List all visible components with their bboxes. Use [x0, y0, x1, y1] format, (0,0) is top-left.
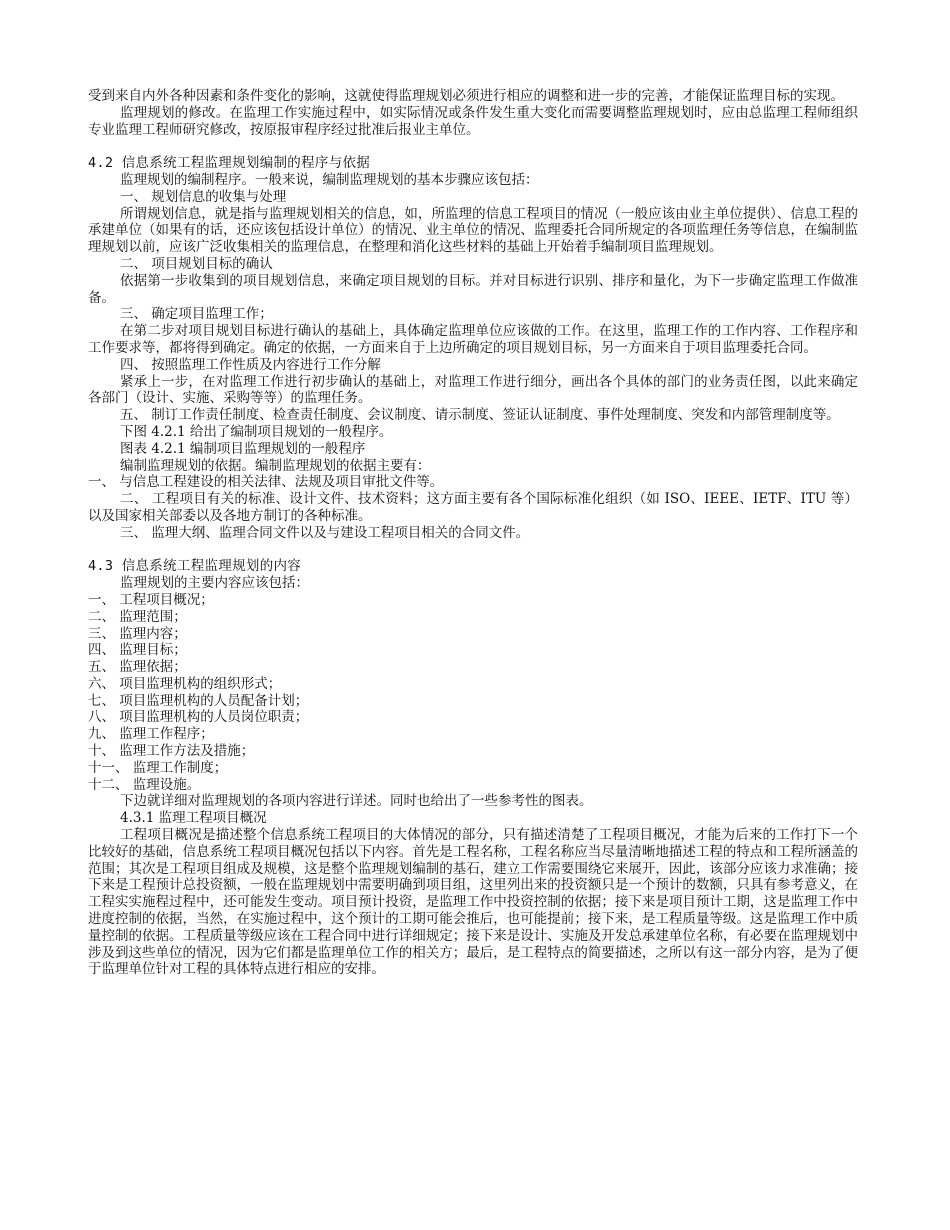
list-item: 九、 监理工作程序；: [88, 726, 214, 743]
section-heading-4-2: 4.2 信息系统工程监理规划编制的程序与依据: [88, 155, 371, 172]
list-item: 六、 项目监理机构的组织形式；: [88, 675, 282, 692]
paragraph: 五、 制订工作责任制度、检查责任制度、会议制度、请示制度、签证认证制度、事件处理制度、突发和内部管理制度等。: [120, 407, 840, 424]
list-item: 七、 项目监理机构的人员配备计划；: [88, 692, 309, 709]
paragraph: 在第二步对项目规划目标进行确认的基础上，具体确定监理单位应该做的工作。在这里，监理工作的工作内容、工作程序和工作要求等，都将得到确定。确定的依据，一方面来自于上边所确定的项目规划目标，另一方面来自于项目监理委托合同。: [88, 323, 858, 356]
list-item: 十一、 监理工作制度；: [88, 759, 228, 776]
figure-caption: 图表 4.2.1 编制项目监理规划的一般程序: [120, 440, 366, 457]
step-title: 一、 规划信息的收集与处理: [120, 188, 287, 205]
paragraph: 监理规划的主要内容应该包括：: [120, 575, 309, 592]
list-item: 三、 监理内容；: [88, 625, 187, 642]
figure-reference: 下图 4.2.1 给出了编制项目规划的一般程序。: [120, 423, 393, 440]
list-item: 五、 监理依据；: [88, 659, 187, 676]
paragraph: 依据第一步收集到的项目规划信息，来确定项目规划的目标。并对目标进行识别、排序和量化，为下一步确定监理工作做准备。: [88, 272, 858, 306]
step-title: 三、 确定项目监理工作；: [120, 306, 273, 323]
paragraph: 紧承上一步，在对监理工作进行初步确认的基础上，对监理工作进行细分，画出各个具体的部门的业务责任图，以此来确定各部门（设计、实施、采购等等）的监理任务。: [88, 373, 858, 407]
paragraph: 下边就详细对监理规划的各项内容进行详述。同时也给出了一些参考性的图表。: [120, 793, 593, 810]
list-item: 三、 监理大纲、监理合同文件以及与建设工程项目相关的合同文件。: [120, 524, 530, 541]
paragraph: 受到来自内外各种因素和条件变化的影响，这就使得监理规划必须进行相应的调整和进一步的完善，才能保证监理目标的实现。: [88, 88, 844, 104]
step-title: 四、 按照监理工作性质及内容进行工作分解: [120, 356, 381, 373]
paragraph: 监理规划的编制程序。一般来说，编制监理规划的基本步骤应该包括：: [120, 171, 539, 188]
list-item: 一、 工程项目概况；: [88, 591, 214, 608]
list-item: 二、 工程项目有关的标准、设计文件、技术资料；这方面主要有各个国际标准化组织（如 ISO、IEEE、IETF、ITU 等）以及国家相关部委以及各地方制订的各种标准。: [88, 491, 858, 524]
list-item: 十二、 监理设施。: [88, 776, 201, 793]
section-heading-4-3: 4.3 信息系统工程监理规划的内容: [88, 558, 302, 575]
paragraph: 编制监理规划的依据。编制监理规划的依据主要有：: [120, 457, 431, 474]
list-item: 二、 监理范围；: [88, 608, 187, 625]
list-item: 十、 监理工作方法及措施；: [88, 743, 255, 760]
paragraph: 监理规划的修改。在监理工作实施过程中，如实际情况或条件发生重大变化而需要调整监理规划时，应由总监理工程师组织专业监理工程师研究修改，按原报审程序经过批准后报业主单位。: [88, 104, 858, 138]
paragraph: 工程项目概况是描述整个信息系统工程项目的大体情况的部分，只有描述清楚了工程项目概况，才能为后来的工作打下一个比较好的基础，信息系统工程项目概况包括以下内容。首先是工程名称，工程名称应当尽量清晰地描述工程的特点和工程所涵盖的范围；其次是工程项目组成及规模，这是整个监理规划编制的基石，建立工作需要围绕它来展开，因此，该部分应该力求准确；接下来是工程预计总投资额，一般在监理规划中需要明确到项目组，这里列出来的投资额只是一个预计的数额，只具有参考意义，在工程实实施程过程中，还可能发生变动。项目预计投资，是监理工作中投资控制的依据；接下来是项目预计工期，这是监理工作中进度控制的依据，当然，在实施过程中，这个预计的工期可能会推后，也可能提前；接下来，是工程质量等级。这是监理工作中质量控制的依据。工程质量等级应该在工程合同中进行详细规定；接下来是设计、实施及开发总承建单位名称，有必要在监理规划中涉及到这些单位的情况，因为它们都是监理单位工作的相关方；最后，是工程特点的简要描述，之所以有这一部分内容，是为了便于监理单位针对工程的具体特点进行相应的安排。: [88, 827, 858, 978]
spacer: [88, 542, 858, 559]
subsection-heading-4-3-1: 4.3.1 监理工程项目概况: [120, 810, 267, 827]
list-item: 八、 项目监理机构的人员岗位职责；: [88, 709, 309, 726]
step-title: 二、 项目规划目标的确认: [120, 255, 273, 272]
paragraph: 所谓规划信息，就是指与监理规划相关的信息，如，所监理的信息工程项目的情况（一般应该由业主单位提供）、信息工程的承建单位（如果有的话，还应该包括设计单位）的情况、业主单位的情况、监理委托合同所规定的各项监理任务等信息，在编制监理规划以前，应该广泛收集相关的监理信息，在整理和消化这些材料的基础上开始着手编制项目监理规划。: [88, 205, 858, 256]
list-item: 一、 与信息工程建设的相关法律、法规及项目审批文件等。: [88, 474, 444, 491]
document-page: [88, 88, 858, 978]
spacer: [88, 138, 858, 155]
list-item: 四、 监理目标；: [88, 642, 187, 659]
